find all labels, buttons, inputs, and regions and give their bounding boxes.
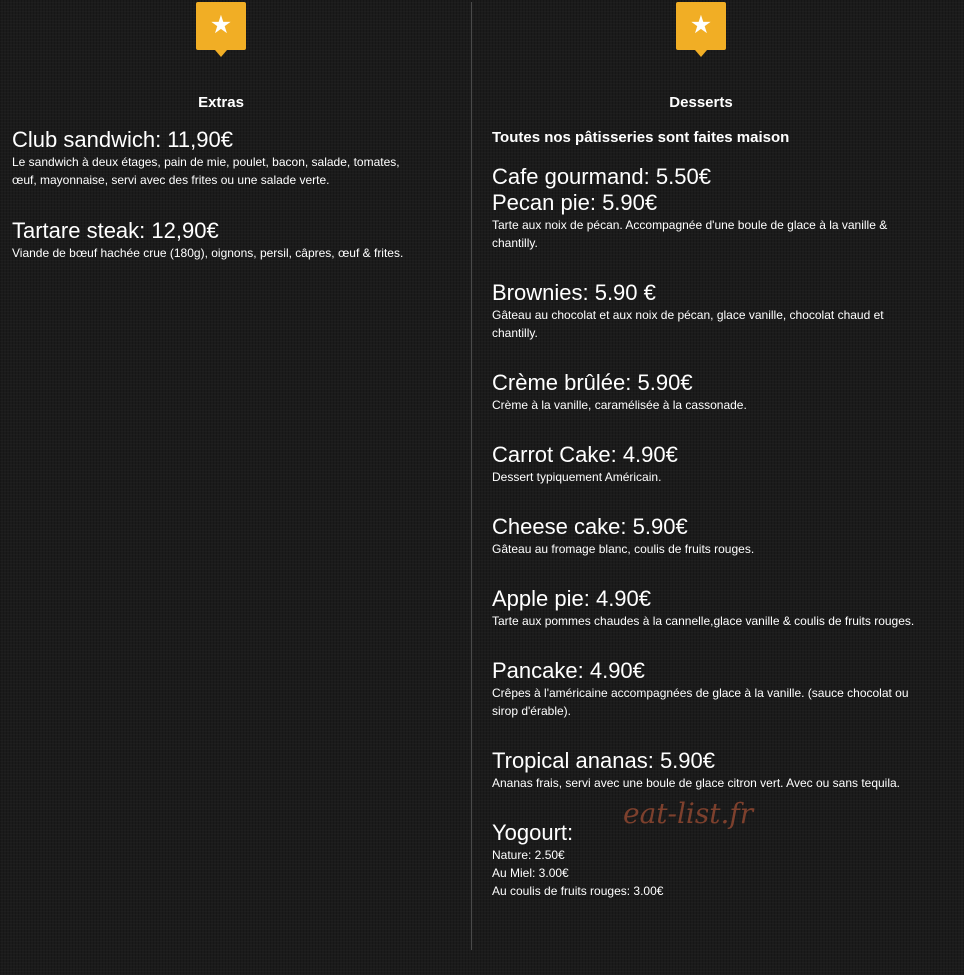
menu-item-brownies xyxy=(492,280,922,342)
yogourt-option: Au Miel: 3.00€ xyxy=(492,866,569,880)
extras-badge xyxy=(196,2,246,50)
yogourt-option: Au coulis de fruits rouges: 3.00€ xyxy=(492,884,664,898)
menu-item-apple-pie xyxy=(492,586,922,630)
item-title: Tropical ananas: 5.90€ xyxy=(492,748,715,773)
extras-heading: Extras xyxy=(198,94,244,111)
item-description: Tarte aux pommes chaudes à la cannelle,glace vanille & coulis de fruits rouges. xyxy=(492,614,915,628)
item-description: Tarte aux noix de pécan. Accompagnée d'une boule de glace à la vanille & chantilly. xyxy=(492,218,888,250)
item-description: Gâteau au fromage blanc, coulis de fruits rouges. xyxy=(492,542,755,556)
desserts-list xyxy=(492,128,922,900)
item-title: Crème brûlée: 5.90€ xyxy=(492,370,693,395)
star-icon: ★ xyxy=(209,10,233,39)
menu-item-cheese-cake xyxy=(492,514,922,558)
item-title: Carrot Cake: 4.90€ xyxy=(492,442,678,467)
item-description: Crêpes à l'américaine accompagnées de glace à la vanille. (sauce chocolat ou sirop d'érable). xyxy=(492,686,909,718)
desserts-badge xyxy=(676,2,726,50)
menu-item-creme-brulee xyxy=(492,370,922,414)
item-title: Brownies: 5.90 € xyxy=(492,280,656,305)
watermark: eat-list.fr xyxy=(623,797,754,830)
star-icon: ★ xyxy=(689,10,713,39)
menu-item-cafe-gourmand xyxy=(492,164,922,190)
item-title: Cafe gourmand: 5.50€ xyxy=(492,164,711,189)
item-description: Dessert typiquement Américain. xyxy=(492,470,662,484)
extras-list xyxy=(12,127,422,262)
item-description: Crème à la vanille, caramélisée à la cassonade. xyxy=(492,398,747,412)
item-title: Yogourt: xyxy=(492,820,574,845)
menu-item-pancake xyxy=(492,658,922,720)
menu-item-tartare-steak xyxy=(12,218,422,262)
item-description: Ananas frais, servi avec une boule de glace citron vert. Avec ou sans tequila. xyxy=(492,776,901,790)
yogourt-option: Nature: 2.50€ xyxy=(492,848,565,862)
item-title: Club sandwich: 11,90€ xyxy=(12,127,233,152)
menu-item-club-sandwich xyxy=(12,127,422,189)
item-description: Le sandwich à deux étages, pain de mie, poulet, bacon, salade, tomates, œuf, mayonnaise, servi avec des frites ou une salade verte. xyxy=(12,155,400,187)
menu-item-pecan-pie xyxy=(492,190,922,252)
item-title: Apple pie: 4.90€ xyxy=(492,586,652,611)
item-description: Viande de bœuf hachée crue (180g), oignons, persil, câpres, œuf & frites. xyxy=(12,246,404,260)
column-divider xyxy=(471,2,472,950)
item-title: Pancake: 4.90€ xyxy=(492,658,645,683)
menu-item-tropical-ananas xyxy=(492,748,922,792)
item-title: Cheese cake: 5.90€ xyxy=(492,514,688,539)
menu-item-carrot-cake xyxy=(492,442,922,486)
item-description: Gâteau au chocolat et aux noix de pécan, glace vanille, chocolat chaud et chantilly. xyxy=(492,308,884,340)
item-title: Pecan pie: 5.90€ xyxy=(492,190,658,215)
menu-item-yogourt xyxy=(492,820,922,900)
item-title: Tartare steak: 12,90€ xyxy=(12,218,219,243)
desserts-heading: Desserts xyxy=(669,94,733,111)
desserts-intro: Toutes nos pâtisseries sont faites maison xyxy=(492,129,790,146)
